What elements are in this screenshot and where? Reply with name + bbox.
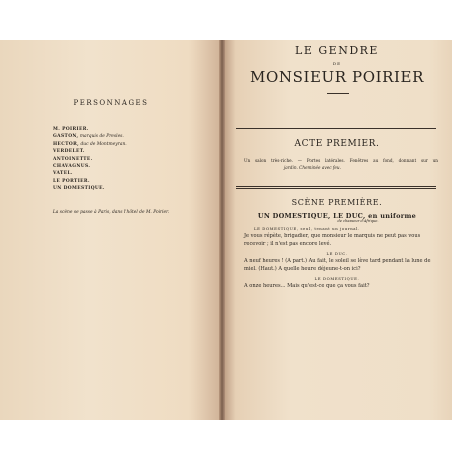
dialogue-speaker: LE DOMESTIQUE. — [314, 276, 360, 281]
dialogue-speaker: LE DOMESTIQUE, seul, tenant un journal. — [254, 226, 360, 231]
open-book — [0, 40, 452, 420]
play-title-line1: LE GENDRE — [295, 44, 379, 57]
title-rule — [327, 93, 349, 94]
character-entry: GASTON, marquis de Presles. — [53, 134, 124, 140]
play-title-de: DE — [332, 61, 342, 66]
character-entry: M. POIRIER. — [53, 127, 89, 132]
character-entry: VATEL. — [53, 171, 73, 177]
act-rule-top — [236, 128, 436, 129]
characters-list — [53, 126, 127, 193]
scene-rule-top-double — [236, 188, 436, 189]
dialogue-line: A neuf heures ! (A part.) Au fait, le soleil se lève tard pendant la lune de miel. (Haut.) A quelle heure déjeune-t-on ici? — [244, 258, 431, 273]
scene-rule-top — [236, 186, 436, 187]
dialogue-line: Je vous répète, brigadier, que monsieur le marquis ne peut pas vous recevoir ; il n'est pas encore levé. — [244, 233, 421, 248]
scene-title: SCÈNE PREMIÈRE. — [291, 198, 383, 207]
act-title: ACTE PREMIER. — [294, 139, 380, 149]
left-page — [0, 40, 222, 420]
character-entry: LE PORTIER. — [53, 178, 90, 184]
character-entry: UN DOMESTIQUE. — [53, 186, 105, 192]
book-gutter — [219, 40, 225, 420]
character-entry: HECTOR, duc de Montmeyran. — [53, 141, 127, 147]
setting-note: La scène se passe à Paris, dans l'hôtel de M. Poirier. — [52, 210, 170, 215]
scene-characters: UN DOMESTIQUE, LE DUC, en uniforme — [257, 212, 417, 220]
dialogue-line: A onze heures... Mais qu'est-ce que ça vous fait? — [244, 283, 370, 289]
characters-heading: PERSONNAGES — [73, 99, 149, 107]
character-entry: VERDELET. — [53, 149, 85, 155]
character-entry: CHAVAGNUS. — [53, 164, 91, 170]
dialogue-speaker: LE DUC. — [326, 251, 348, 256]
play-title-line2: MONSIEUR POIRIER — [249, 68, 424, 86]
stage-directions: Un salon très-riche. — Portes latérales. Fenêtres au fond, donnant sur un jardin. Cheminée avec feu. — [244, 158, 438, 170]
scene-characters-note: de chasseur d'Afrique. — [337, 219, 379, 223]
character-entry: ANTOINETTE. — [53, 156, 93, 162]
